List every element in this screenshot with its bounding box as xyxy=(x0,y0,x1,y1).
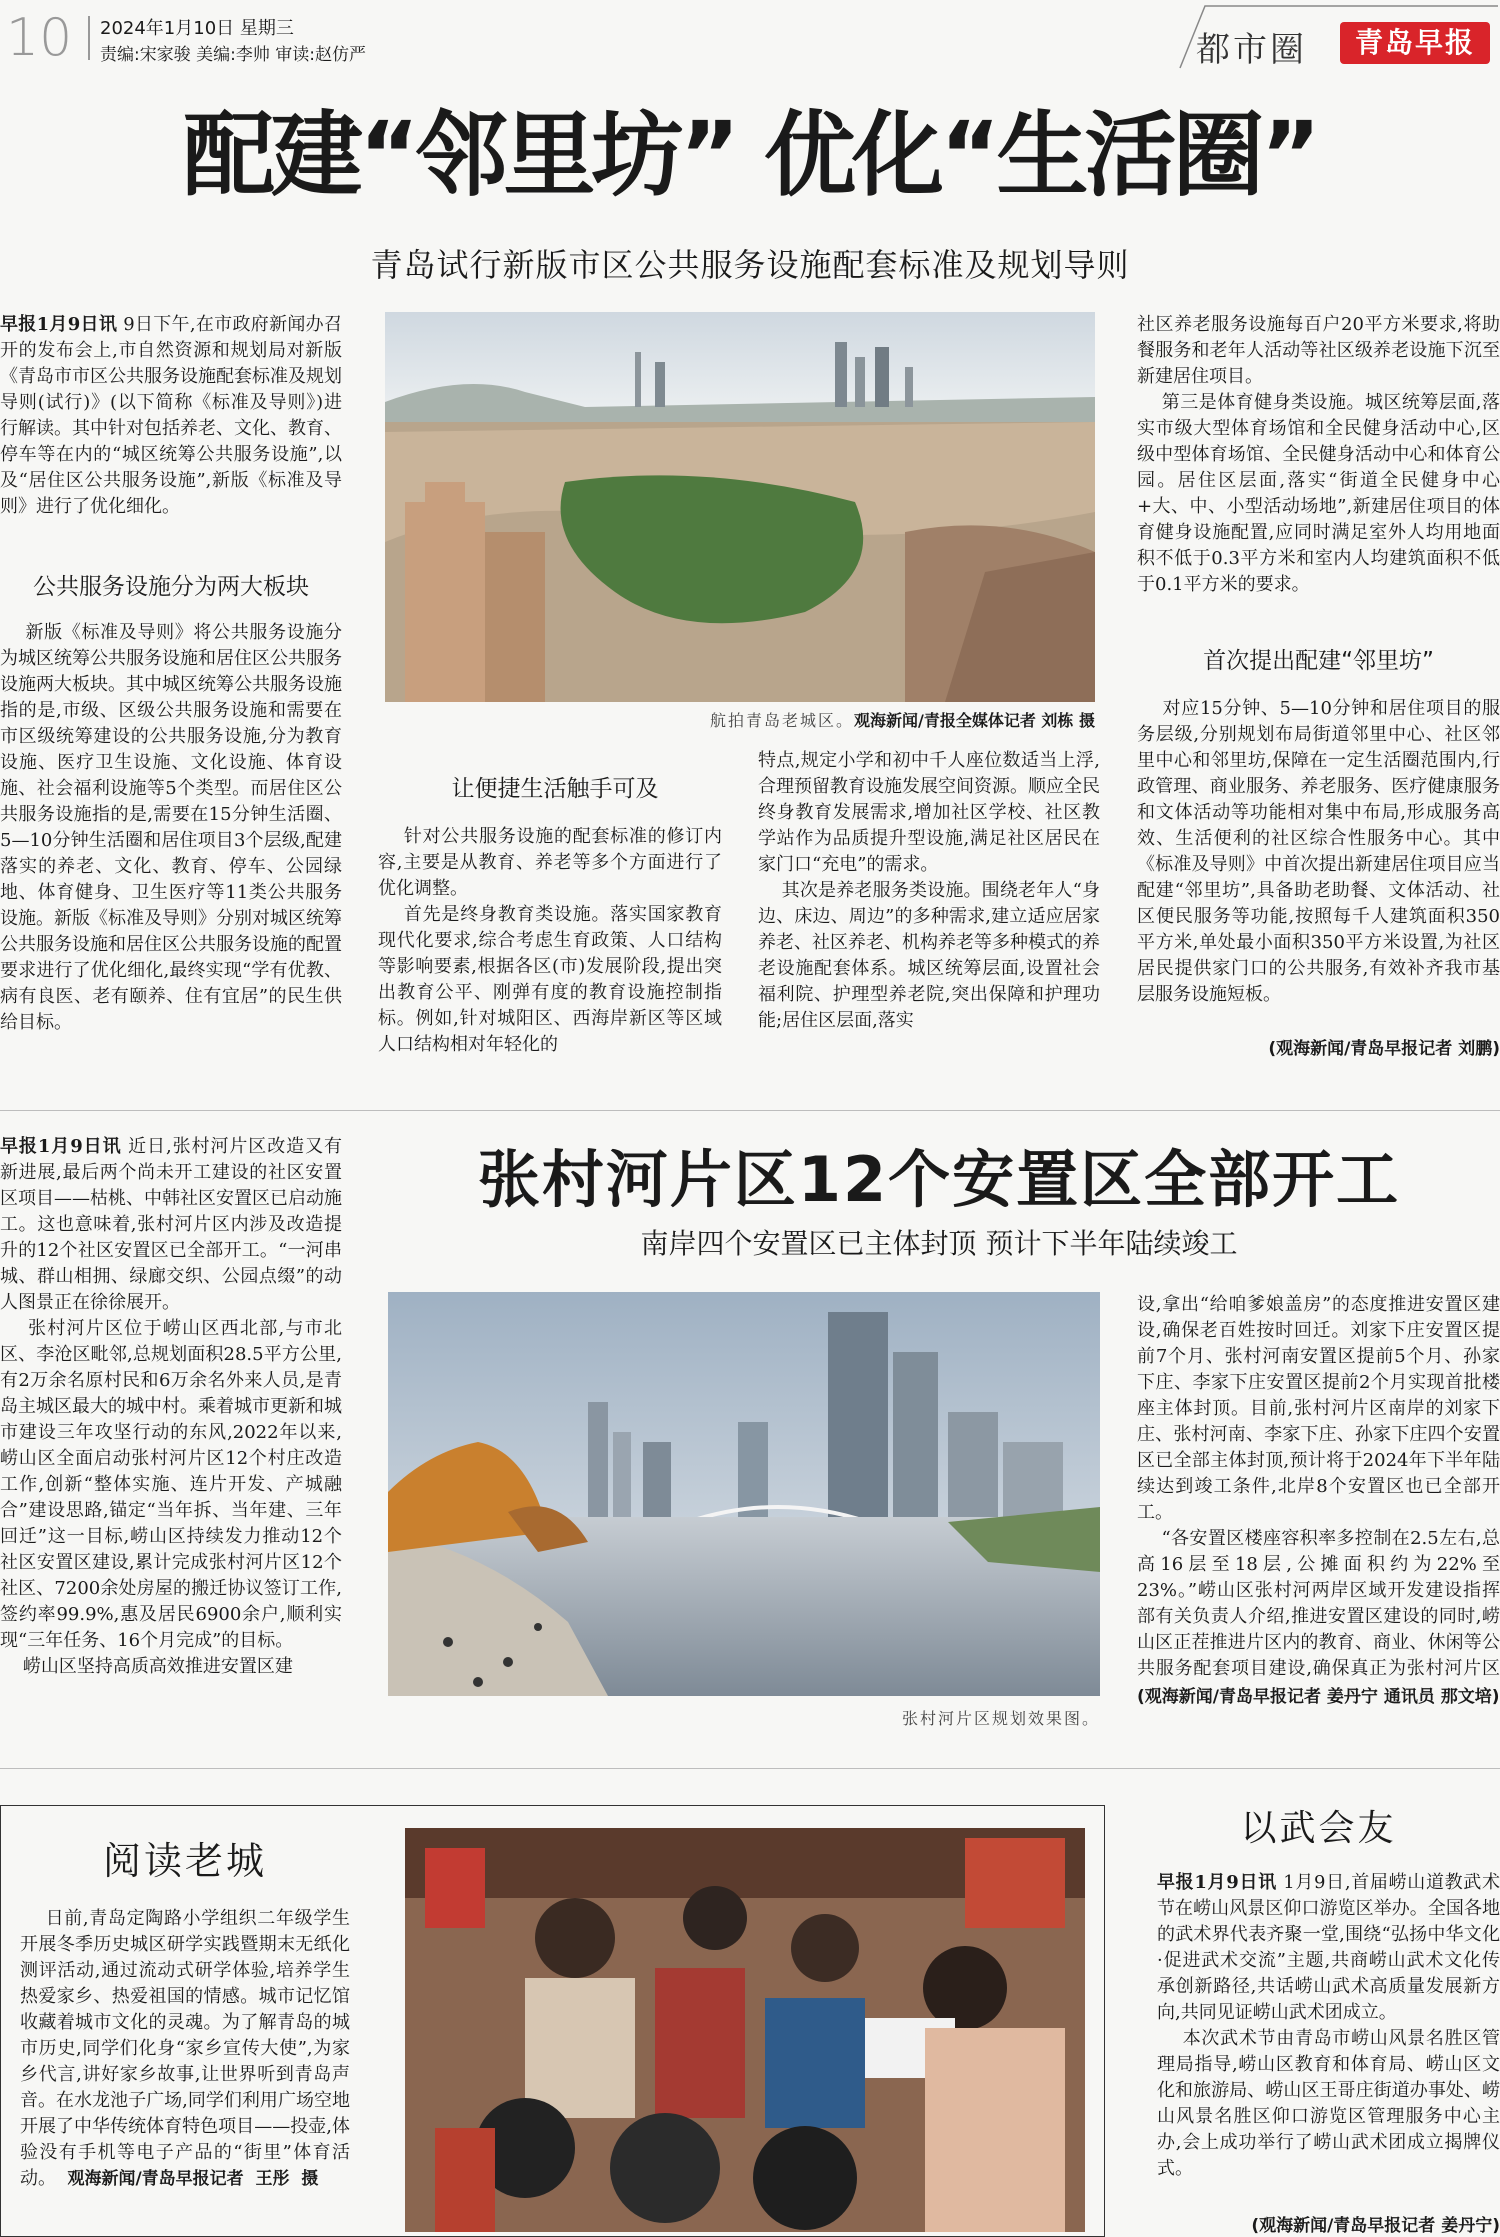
story4-dateline: 早报1月9日讯 xyxy=(1157,1872,1277,1893)
photo1-caption-block xyxy=(620,708,1095,731)
story4-byline: (观海新闻/青岛早报记者 姜丹宁) xyxy=(1251,2216,1500,2236)
masthead-date: 2024年1月10日 星期三 xyxy=(100,18,294,39)
photo2-caption: 张村河片区规划效果图。 xyxy=(901,1709,1100,1728)
story2-byline: (观海新闻/青岛早报记者 姜丹宁 通讯员 那文培) xyxy=(1137,1687,1500,1707)
masthead xyxy=(0,0,1500,70)
story1-col4-part1: 社区养老服务设施每百户20平方米要求,将助餐服务和老年人活动等社区级养老设施下沉至新建居住项目。 第三是体育健身类设施。城区统筹层面,落实市级大型体育场馆和全民健身活动中心,区级中型体育场馆、全民健身活动中心和体育公园。居住区层面,落实“街道全民健身中心+大、中、小型活动场地”,新建居住项目的体育健身设施配置,应同时满足室外人均用地面积不低于0.3平方米和室内人均建筑面积不低于0.1平方米的要求。 xyxy=(1137,314,1500,595)
story1-subhead1: 公共服务设施分为两大板块 xyxy=(33,574,309,600)
divider-story1 xyxy=(0,1110,1500,1111)
story1-byline: (观海新闻/青岛早报记者 刘鹏) xyxy=(1268,1039,1500,1059)
story3-body: 日前,青岛定陶路小学组织二年级学生开展冬季历史城区研学实践暨期末无纸化测评活动,通过流动式研学体验,培养学生热爱家乡、热爱祖国的情感。城市记忆馆收藏着城市文化的灵魂。为了解青岛的城市历史,同学们化身“家乡宣传大使”,为家乡代言,讲好家乡故事,让世界听到青岛声音。在水龙池子广场,同学们利用广场空地开展了中华传统体育特色项目——投壶,体验没有手机等电子产品的“街里”体育活动。 xyxy=(20,1908,350,2189)
photo1-caption: 航拍青岛老城区。 xyxy=(709,711,854,730)
story2-headline: 张村河片区12个安置区全部开工 xyxy=(477,1143,1401,1216)
story3-credit: 观海新闻/青岛早报记者 王彤 摄 xyxy=(67,2169,319,2189)
page-number: 10 xyxy=(6,8,73,68)
story2-col2: 设,拿出“给咱爹娘盖房”的态度推进安置区建设,确保老百姓按时回迁。刘家下庄安置区提前7个月、张村河南安置区提前5个月、孙家下庄、李家下庄安置区提前2个月实现首批楼座主体封顶。目前,张村河片区南岸的刘家下庄、张村河南、李家下庄、孙家下庄四个安置区已全部主体封顶,预计将于2024年下半年陆续达到竣工条件,北岸8个安置区也已全部开工。 “各安置区楼座容积率多控制在2.5左右,总高16层至18层,公摊面积约为22%至23%。”崂山区张村河两岸区域开发建设指挥部有关负责人介绍,推进安置区建设的同时,崂山区正茬推进片区内的教育、商业、休闲等公共服务配套项目建设,确保真正为张村河片区 xyxy=(1137,1294,1500,1679)
story2-col1 xyxy=(0,1134,342,1730)
story1-subheadline: 青岛试行新版市区公共服务设施配套标准及规划导则 xyxy=(370,246,1130,284)
story1-subhead3: 首次提出配建“邻里坊” xyxy=(1203,648,1434,674)
story1-headline: 配建“邻里坊” 优化“生活圈” xyxy=(183,102,1317,209)
masthead-divider xyxy=(88,16,90,60)
story1-col2: 针对公共服务设施的配套标准的修订内容,主要是从教育、养老等多个方面进行了优化调整。 首先是终身教育类设施。落实国家教育现代化要求,综合考虑生育政策、人口结构等影响要素,根据各区(市)发展阶段,提出突出教育公平、刚弹有度的教育设施控制指标。例如,针对城阳区、西海岸新区等区域人口结构相对年轻化的 xyxy=(378,826,722,1055)
section-name: 都市圈 xyxy=(1196,30,1307,70)
story4-headline: 以武会友 xyxy=(1240,1808,1397,1849)
story2-dateline: 早报1月9日讯 xyxy=(0,1136,122,1157)
story2-col1-text: 近日,张村河片区改造又有新进展,最后两个尚未开工建设的社区安置区项目——枯桃、中韩社区安置区已启动施工。这也意味着,张村河片区内涉及改造提升的12个社区安置区已全部开工。“一河串城、群山相拥、绿廊交织、公园点缀”的动人图景正在徐徐展开。 张村河片区位于崂山区西北部,与市北区、李沧区毗邻,总规划面积28.5平方公里,有2万余名原村民和6万余名外来人员,是青岛主城区最大的城中村。乘着城市更新和城市建设三年攻坚行动的东风,2022年以来,崂山区全面启动张村河片区12个村庄改造工作,创新“整体实施、连片开发、产城融合”建设思路,锚定“当年拆、当年建、三年回迁”这一目标,崂山区持续发力推动12个社区安置区建设,累计完成张村河片区12个社区、7200余处房屋的搬迁协议签订工作,签约率99.9%,惠及居民6900余户,顺利实现“三年任务、16个月完成”的目标。 崂山区坚持高质高效推进安置区建 xyxy=(0,1136,342,1677)
paper-logo-text: 青岛早报 xyxy=(1354,26,1475,59)
story1-dateline: 早报1月9日讯 xyxy=(0,314,118,335)
story3-headline: 阅读老城 xyxy=(102,1839,267,1883)
story1-col1-para2: 新版《标准及导则》将公共服务设施分为城区统筹公共服务设施和居住区公共服务设施两大板块。其中城区统筹公共服务设施指的是,市级、区级公共服务设施和需要在市区级统筹建设的公共服务设施,分为教育设施、医疗卫生设施、文化设施、体育设施、社会福利设施等5个类型。而居住区公共服务设施指的是,需要在15分钟生活圈、5—10分钟生活圈和居住项目3个层级,配建落实的养老、文化、教育、停车、公园绿地、体育健身、卫生医疗等11类公共服务设施。新版《标准及导则》分别对城区统筹公共服务设施和居住区公共服务设施的配置要求进行了优化细化,最终实现“学有优教、病有良医、老有颐养、住有宜居”的民生供给目标。 xyxy=(0,622,342,1033)
story4-body: 1月9日,首届崂山道教武术节在崂山风景区仰口游览区举办。全国各地的武术界代表齐聚一堂,围绕“弘扬中华文化·促进武术交流”主题,共商崂山武术文化传承创新路径,共话崂山武术高质量发展新方向,共同见证崂山武术团成立。 本次武术节由青岛市崂山风景名胜区管理局指导,崂山区教育和体育局、崂山区文化和旅游局、崂山区王哥庄街道办事处、崂山风景名胜区仰口游览区管理服务中心主办,会上成功举行了崂山武术团成立揭牌仪式。 xyxy=(1157,1872,1500,2179)
story1-col1-text: 9日下午,在市政府新闻办召开的发布会上,市自然资源和规划局对新版《青岛市市区公共服务设施配套标准及规划导则(试行)》(以下简称《标准及导则》)进行解读。其中针对包括养老、文化、教育、停车等在内的“城区统筹公共服务设施”,以及“居住区公共服务设施”,新版《标准及导则》进行了优化细化。 xyxy=(0,314,342,517)
story4-text xyxy=(1157,1870,1500,2208)
paper-logo xyxy=(1340,22,1490,64)
story1-col4-part2: 对应15分钟、5—10分钟和居住项目的服务层级,分别规划布局街道邻里中心、社区邻里中心和邻里坊,保障在一定生活圈范围内,行政管理、商业服务、养老服务、医疗健康服务和文体活动等功能相对集中布局,形成服务高效、生活便利的社区综合性服务中心。其中《标准及导则》中首次提出新建居住项目应当配建“邻里坊”,具备助老助餐、文体活动、社区便民服务等功能,按照每千人建筑面积350平方米,单处最小面积350平方米设置,为社区居民提供家门口的公共服务,有效补齐我市基层服务设施短板。 xyxy=(1137,698,1500,1005)
story2-subheadline: 南岸四个安置区已主体封顶 预计下半年陆续竣工 xyxy=(640,1227,1238,1260)
divider-story2 xyxy=(0,1768,1500,1769)
old-city-aerial-photo xyxy=(385,312,1095,702)
zhangcun-river-rendering xyxy=(388,1292,1100,1696)
students-history-study-photo xyxy=(405,1828,1085,2232)
story1-col1-para1 xyxy=(0,312,342,520)
photo1-credit: 观海新闻/青报全媒体记者 刘栋 摄 xyxy=(854,711,1095,730)
story3-text xyxy=(20,1906,350,2224)
story1-col3: 特点,规定小学和初中千人座位数适当上浮,合理预留教育设施发展空间资源。顺应全民终身教育发展需求,增加社区学校、社区教学站作为品质提升型设施,满足社区居民在家门口“充电”的需求。 其次是养老服务类设施。围绕老年人“身边、床边、周边”的多种需求,建立适应居家养老、社区养老、机构养老等多种模式的养老设施配套体系。城区统筹层面,设置社会福利院、护理型养老院,突出保障和护理功能;居住区层面,落实 xyxy=(758,750,1100,1031)
story1-subhead2: 让便捷生活触手可及 xyxy=(451,776,659,802)
masthead-staff: 责编:宋家骏 美编:李帅 审读:赵仿严 xyxy=(100,45,366,65)
